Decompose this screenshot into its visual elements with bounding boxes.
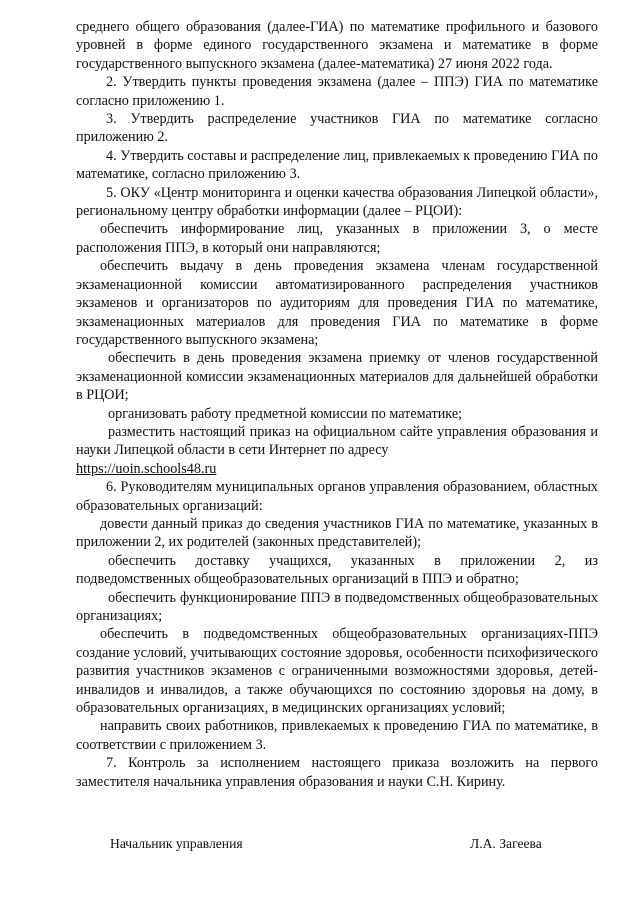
paragraph-item-5-issue: обеспечить выдачу в день проведения экзамена членам государственной экзаменационной комиссии автоматизированного распределения участников экзаменов и организаторов по аудиториям для проведения ГИА по математике, экзаменационных материалов для проведения ГИА по математике в форме государственного выпускного экзамена; [76, 258, 598, 348]
paragraph-item-4: 4. Утвердить составы и распределение лиц, привлекаемых к проведению ГИА по математике, согласно приложению 3. [76, 147, 598, 183]
paragraph-item-7: 7. Контроль за исполнением настоящего приказа возложить на первого заместителя начальника управления образования и науки С.Н. Кирину. [76, 755, 598, 790]
website-link[interactable]: https://uoin.schools48.ru [76, 460, 217, 477]
paragraph-item-2: 2. Утвердить пункты проведения экзамена (далее – ППЭ) ГИА по математике согласно приложению 1. [76, 74, 598, 109]
paragraph-item-5: 5. ОКУ «Центр мониторинга и оценки качества образования Липецкой области», региональному центру обработки информации (далее – РЦОИ): [76, 184, 598, 220]
paragraph-item-6-conditions: обеспечить в подведомственных общеобразовательных организациях-ППЭ создание условий, учитывающих состояние здоровья, особенности психофизического развития участников экзаменов с ограниченными возможностями здоровья, детей-инвалидов и инвалидов, а также обучающихся по состоянию здоровья на дому, в образовательных организациях, в медицинских организациях условий; [76, 626, 598, 717]
document-body [76, 18, 598, 791]
paragraph-item-6-operation: обеспечить функционирование ППЭ в подведомственных общеобразовательных организациях; [76, 589, 598, 624]
paragraph-item-6-staff: направить своих работников, привлекаемых к проведению ГИА по математике, в соответствии с приложением 3. [76, 718, 598, 753]
paragraph-item-5-publish: разместить настоящий приказ на официальном сайте управления образования и науки Липецкой области в сети Интернет по адресу [76, 423, 598, 459]
paragraph-item-6-delivery: обеспечить доставку учащихся, указанных в приложении 2, из подведомственных общеобразовательных организаций в ППЭ и обратно; [76, 552, 598, 588]
paragraph-item-5-receive: обеспечить в день проведения экзамена приемку от членов государственной экзаменационной комиссии экзаменационных материалов для дальнейшей обработки в РЦОИ; [76, 350, 598, 404]
signatory-name: Л.А. Загеева [470, 836, 542, 851]
paragraph-item-3: 3. Утвердить распределение участников ГИА по математике согласно приложению 2. [76, 111, 598, 146]
paragraph-gia-intro: среднего общего образования (далее-ГИА) по математике профильного и базового уровней в форме единого государственного экзамена и математике в форме государственного выпускного экзамена (далее-математика) 27 июня 2022 года. [76, 19, 598, 72]
paragraph-link-line [76, 460, 598, 478]
paragraph-item-6: 6. Руководителям муниципальных органов управления образованием, областных образовательных организаций: [76, 479, 598, 514]
paragraph-item-5-commission: организовать работу предметной комиссии по математике; [108, 405, 463, 422]
signatory-title: Начальник управления [110, 836, 243, 851]
paragraph-item-6-inform: довести данный приказ до сведения участников ГИА по математике, указанных в приложении 2, их родителей (законных представителей); [76, 515, 598, 551]
paragraph-item-5-inform: обеспечить информирование лиц, указанных в приложении 3, о месте расположения ППЭ, в который они направляются; [76, 221, 598, 256]
